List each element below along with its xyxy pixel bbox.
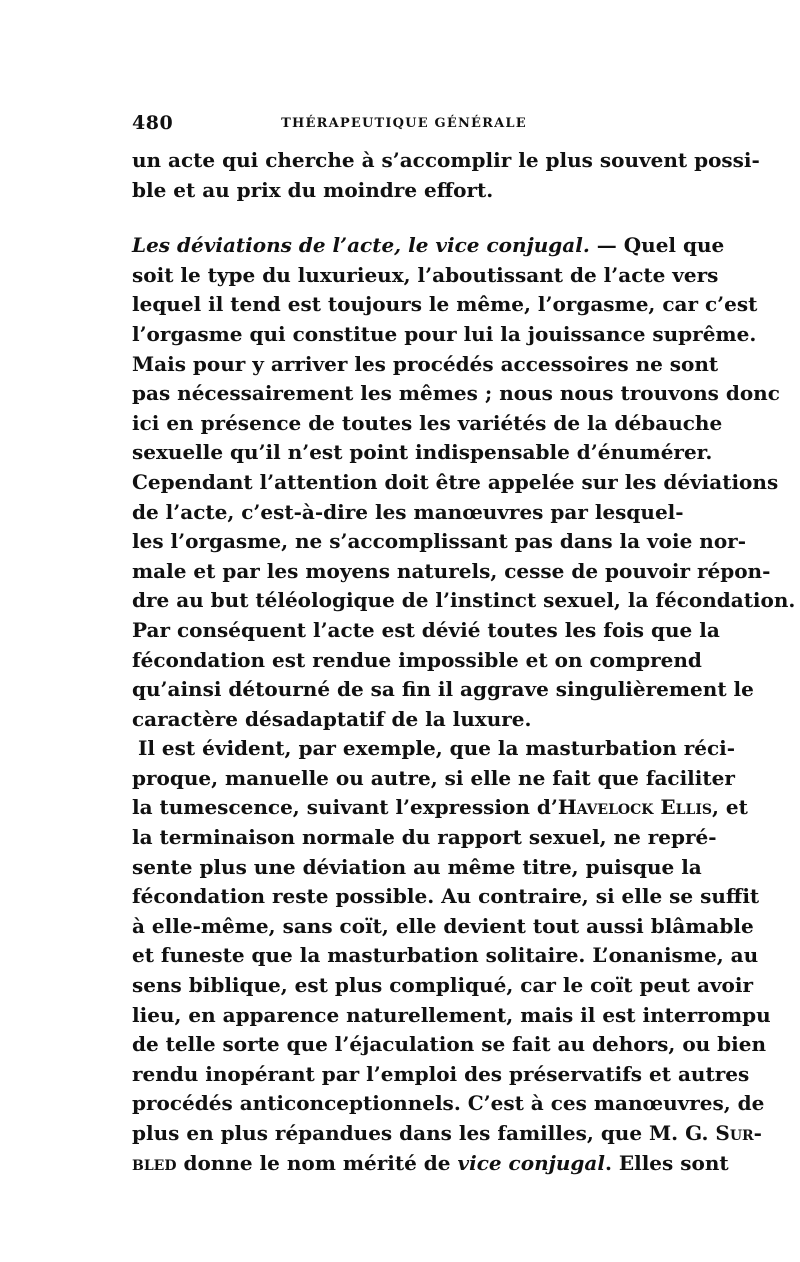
text-line: pas nécessairement les mêmes ; nous nous trouvons donc — [132, 381, 780, 406]
text-line: fécondation reste possible. Au contraire, si elle se suffit — [132, 884, 760, 909]
text-line: proque, manuelle ou autre, si elle ne fait que faciliter — [132, 765, 735, 790]
paragraph-deviations — [132, 231, 796, 734]
text-line: ici en présence de toutes les variétés de la débauche — [132, 410, 723, 435]
paragraph-gap — [132, 205, 676, 231]
text-segment: la tumescence, suivant l’expression d’ — [132, 795, 558, 820]
text-line: un acte qui cherche à s’accomplir le plus souvent possi- — [132, 148, 760, 172]
text-segment: donne le nom mérité de — [176, 1150, 458, 1175]
text-line: soit le type du luxurieux, l’aboutissant de l’acte vers — [132, 262, 719, 287]
text-line: de telle sorte que l’éjaculation se fait au dehors, ou bien — [132, 1032, 767, 1057]
text-segment: . Elles sont — [604, 1150, 729, 1175]
text-line: l’orgasme qui constitue pour lui la jouissance suprême. — [132, 321, 757, 346]
text-line: fécondation est rendue impossible et on comprend — [132, 647, 702, 672]
text-line — [132, 1119, 762, 1149]
text-line: sens biblique, est plus compliqué, car le coït peut avoir — [132, 973, 753, 998]
text-line: caractère désadaptatif de la luxure. — [132, 706, 532, 731]
text-line: dre au but téléologique de l’instinct sexuel, la fécondation. — [132, 588, 796, 613]
text-line: procédés anticonceptionnels. C’est à ces manœuvres, de — [132, 1091, 765, 1116]
paragraph-masturbation — [132, 734, 771, 1178]
italic-term: vice conjugal — [457, 1150, 605, 1175]
text-line: sente plus une déviation au même titre, puisque la — [132, 854, 702, 879]
author-name: Sur- — [715, 1121, 762, 1145]
text-line: les l’orgasme, ne s’accomplissant pas dans la voie nor- — [132, 529, 747, 554]
text-line — [132, 1149, 729, 1179]
text-line: la terminaison normale du rapport sexuel, ne repré- — [132, 825, 717, 850]
author-name: Ellis — [660, 795, 712, 820]
text-line: de l’acte, c’est-à-dire les manœuvres par lesquel- — [132, 499, 684, 524]
text-line: Cependant l’attention doit être appelée sur les déviations — [132, 469, 779, 494]
text-line: Mais pour y arriver les procédés accessoires ne sont — [132, 351, 719, 376]
text-line: lieu, en apparence naturellement, mais il est interrompu — [132, 1002, 771, 1027]
text-line: qu’ainsi détourné de sa fin il aggrave singulièrement le — [132, 677, 754, 702]
text-line — [132, 231, 725, 261]
text-line: ble et au prix du moindre effort. — [132, 177, 494, 202]
text-line: lequel il tend est toujours le même, l’orgasme, car c’est — [132, 292, 758, 317]
text-line: et funeste que la masturbation solitaire. L’onanisme, au — [132, 943, 759, 968]
text-line: rendu inopérant par l’emploi des préservatifs et autres — [132, 1061, 750, 1086]
text-segment: — Quel que — [589, 233, 725, 258]
running-title: THÉRAPEUTIQUE GÉNÉRALE — [281, 116, 527, 131]
paragraph-continuation — [132, 146, 760, 205]
text-line: sexuelle qu’il n’est point indispensable d’énumérer. — [132, 440, 713, 465]
author-name: Havelock — [557, 795, 654, 820]
author-name: bled — [132, 1150, 177, 1175]
page-number: 480 — [132, 112, 174, 134]
text-line: Par conséquent l’acte est dévié toutes les fois que la — [132, 617, 720, 642]
text-line: à elle-même, sans coït, elle devient tout aussi blâmable — [132, 913, 754, 938]
page-header — [132, 112, 676, 146]
text-line: Il est évident, par exemple, que la masturbation réci- — [138, 736, 736, 761]
section-heading: Les déviations de l’acte, le vice conjugal. — [132, 233, 590, 258]
book-page — [132, 112, 796, 1178]
text-segment: , et — [712, 795, 748, 820]
text-line: male et par les moyens naturels, cesse de pouvoir répon- — [132, 558, 771, 583]
text-segment: plus en plus répandues dans les familles, que M. G. — [132, 1121, 716, 1145]
text-line — [132, 793, 748, 823]
